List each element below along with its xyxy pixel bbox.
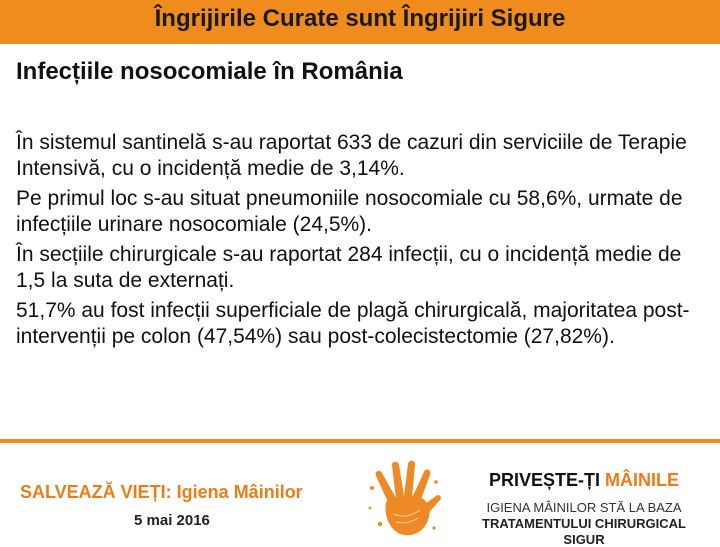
header-bar bbox=[0, 0, 720, 44]
campaign-date: 5 mai 2016 bbox=[134, 512, 210, 529]
header-title: Îngrijirile Curate sunt Îngrijiri Sigure bbox=[154, 5, 566, 32]
paragraph-icu: În sistemul santinelă s-au raportat 633 de cazuri din serviciile de Terapie Intensivă, cu o incidență medie de 3,14%. bbox=[16, 131, 687, 180]
slide-title: Infecțiile nosocomiale în România bbox=[16, 58, 403, 85]
slogan-subtitle-line3: SIGUR bbox=[563, 532, 605, 547]
paragraph-surgical: În secțiile chirurgicale s-au raportat 284 infecții, cu o incidență medie de 1,5 la suta de externați. bbox=[16, 243, 682, 292]
hand-print-icon bbox=[366, 458, 442, 540]
slogan-subtitle-line2: TRATAMENTULUI CHIRURGICAL bbox=[482, 516, 686, 531]
hands-slogan-part2: MÂINILE bbox=[605, 470, 679, 490]
slide-body bbox=[16, 130, 706, 354]
slogan-subtitle-line1: IGIENA MÂINILOR STĂ LA BAZA bbox=[486, 500, 682, 515]
paragraph-pneumonia: Pe primul loc s-au situat pneumoniile nosocomiale cu 58,6%, urmate de infecțiile urinare nosocomiale (24,5%). bbox=[16, 187, 683, 236]
hands-slogan bbox=[464, 470, 704, 491]
paragraph-wound: 51,7% au fost infecții superficiale de plagă chirurgicală, majoritatea post-intervenții pe colon (47,54%) sau post-colecistectomie (27,82%). bbox=[16, 299, 690, 348]
hands-slogan-part1: PRIVEȘTE-ȚI bbox=[488, 470, 605, 490]
footer-divider bbox=[0, 439, 720, 443]
campaign-title: SALVEAZĂ VIEȚI: Igiena Mâinilor bbox=[20, 482, 303, 502]
